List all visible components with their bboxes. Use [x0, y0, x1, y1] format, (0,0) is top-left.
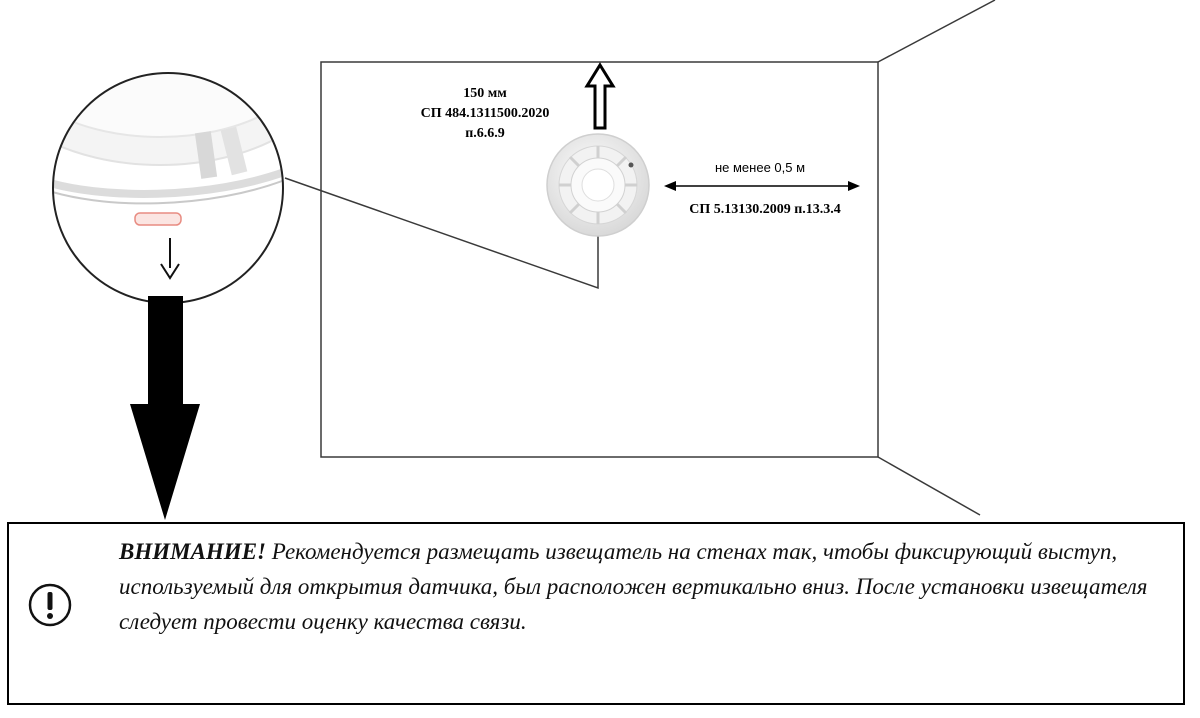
notice-title: ВНИМАНИЕ! — [119, 539, 266, 564]
notice-box — [7, 522, 1185, 705]
notice-text-block — [119, 534, 1169, 639]
distance-arrow — [664, 181, 860, 191]
big-down-arrow — [130, 296, 200, 520]
notice-body: Рекомендуется размещать извещатель на стенах так, чтобы фиксирующий выступ, используемый для открытия датчика, был расположен вертикально вниз. После установки извещателя следует провести оценку качества связи. — [119, 539, 1148, 634]
height-clause: п.6.6.9 — [465, 126, 505, 141]
exclamation-circle-icon — [27, 582, 73, 628]
side-reference-label: СП 5.13130.2009 п.13.3.4 — [689, 202, 841, 217]
room-outline — [321, 0, 995, 515]
floor-edge-line — [878, 457, 980, 515]
height-annotation — [380, 84, 590, 144]
fixing-tab — [135, 213, 181, 225]
magnifier-inset — [0, 0, 335, 303]
up-arrow — [587, 65, 613, 128]
side-distance-label: не менее 0,5 м — [714, 160, 806, 175]
ceiling-edge-line — [878, 0, 995, 62]
smoke-detector — [547, 134, 649, 236]
height-reference: СП 484.1311500.2020 — [420, 106, 550, 121]
height-value: 150 мм — [463, 86, 507, 101]
